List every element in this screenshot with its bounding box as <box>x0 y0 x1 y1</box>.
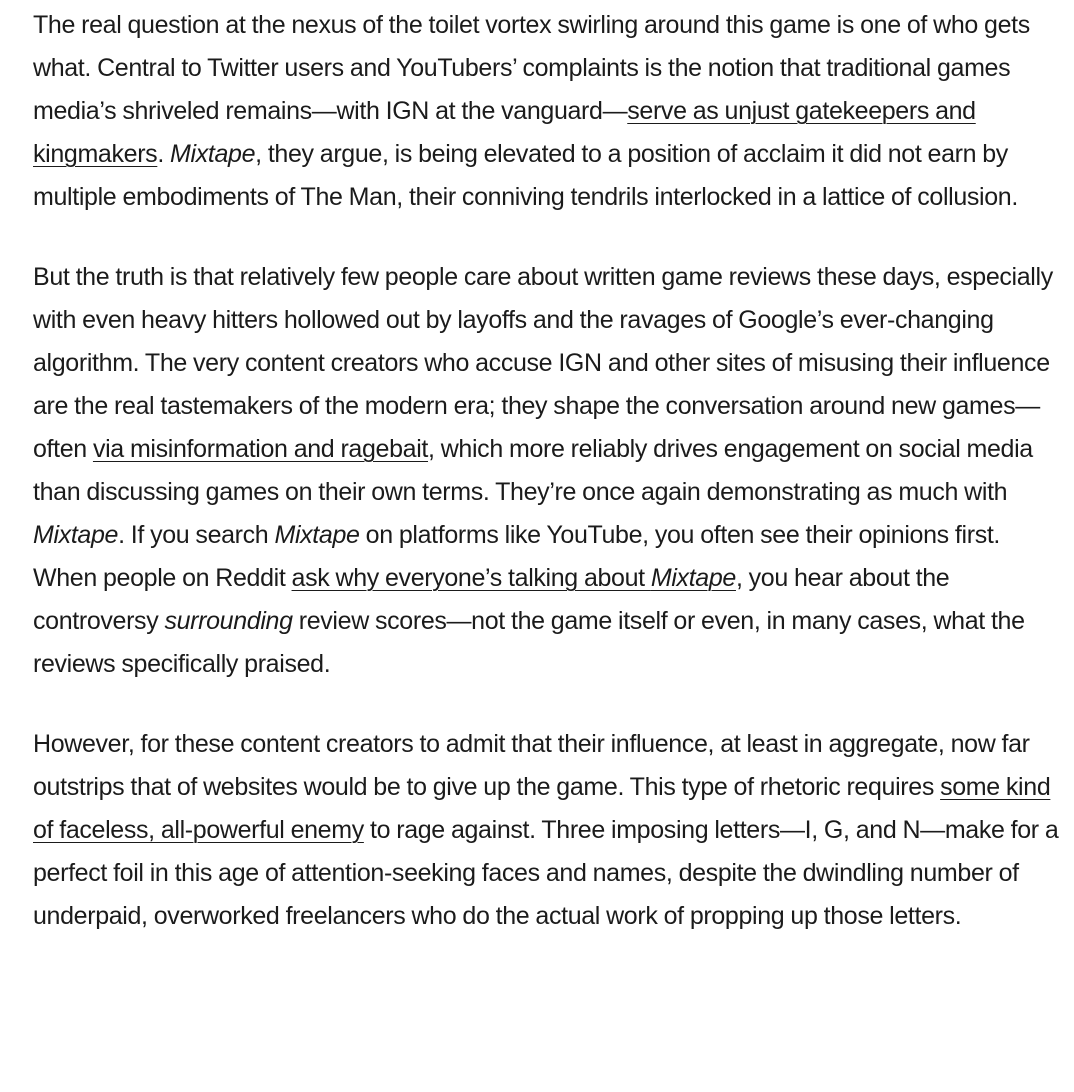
text-span: . <box>157 140 171 168</box>
text-span: to rage against. Three imposing letters—I, G, and N—make for a perfect foil in this age of attention-seeking faces and names, despite the dwindling number of underpaid, overworked freelancers who do the actual work of propping up those letters. <box>33 816 1059 930</box>
text-span: , which more reliably drives engagement on social media than discussing games on their own terms. They’re once again demonstrating as much with <box>33 435 1033 506</box>
link-text: ask why everyone’s talking about <box>291 564 651 592</box>
paragraph-2 <box>33 256 1063 686</box>
link-italic-title: Mixtape <box>650 564 736 592</box>
link-unjust-gatekeepers[interactable]: serve as unjust gatekeepers and kingmakers <box>33 97 976 168</box>
link-faceless-enemy[interactable]: some kind of faceless, all-powerful enemy <box>33 773 1051 844</box>
link-misinformation-ragebait[interactable]: via misinformation and ragebait <box>92 435 429 463</box>
article-body <box>33 0 1063 975</box>
text-span: on platforms like YouTube, you often see their opinions first. When people on Reddit <box>33 521 1001 592</box>
italic-title: Mixtape <box>170 140 256 168</box>
italic-word: surrounding <box>164 607 293 635</box>
text-span: review scores—not the game itself or even, in many cases, what the reviews specifically praised. <box>33 607 1025 678</box>
italic-title: Mixtape <box>33 521 119 549</box>
link-reddit-mixtape[interactable] <box>292 564 736 592</box>
text-span: The real question at the nexus of the toilet vortex swirling around this game is one of who gets what. Central to Twitter users and YouTubers’ complaints is the notion that traditional games media’s shriveled remains—with IGN at the vanguard— <box>33 11 1030 125</box>
text-span: , they argue, is being elevated to a position of acclaim it did not earn by multiple embodiments of The Man, their conniving tendrils interlocked in a lattice of collusion. <box>33 140 1018 211</box>
italic-title: Mixtape <box>274 521 360 549</box>
paragraph-1 <box>33 0 1063 219</box>
text-span: But the truth is that relatively few people care about written game reviews these days, especially with even heavy hitters hollowed out by layoffs and the ravages of Google’s ever-changing algorithm. The very content creators who accuse IGN and other sites of misusing their influence are the real tastemakers of the modern era; they shape the conversation around new games—often <box>33 263 1053 463</box>
paragraph-3 <box>33 723 1063 938</box>
text-span: , you hear about the controversy <box>33 564 950 635</box>
text-span: . If you search <box>118 521 275 549</box>
text-span: However, for these content creators to admit that their influence, at least in aggregate, now far outstrips that of websites would be to give up the game. This type of rhetoric requires <box>33 730 1030 801</box>
